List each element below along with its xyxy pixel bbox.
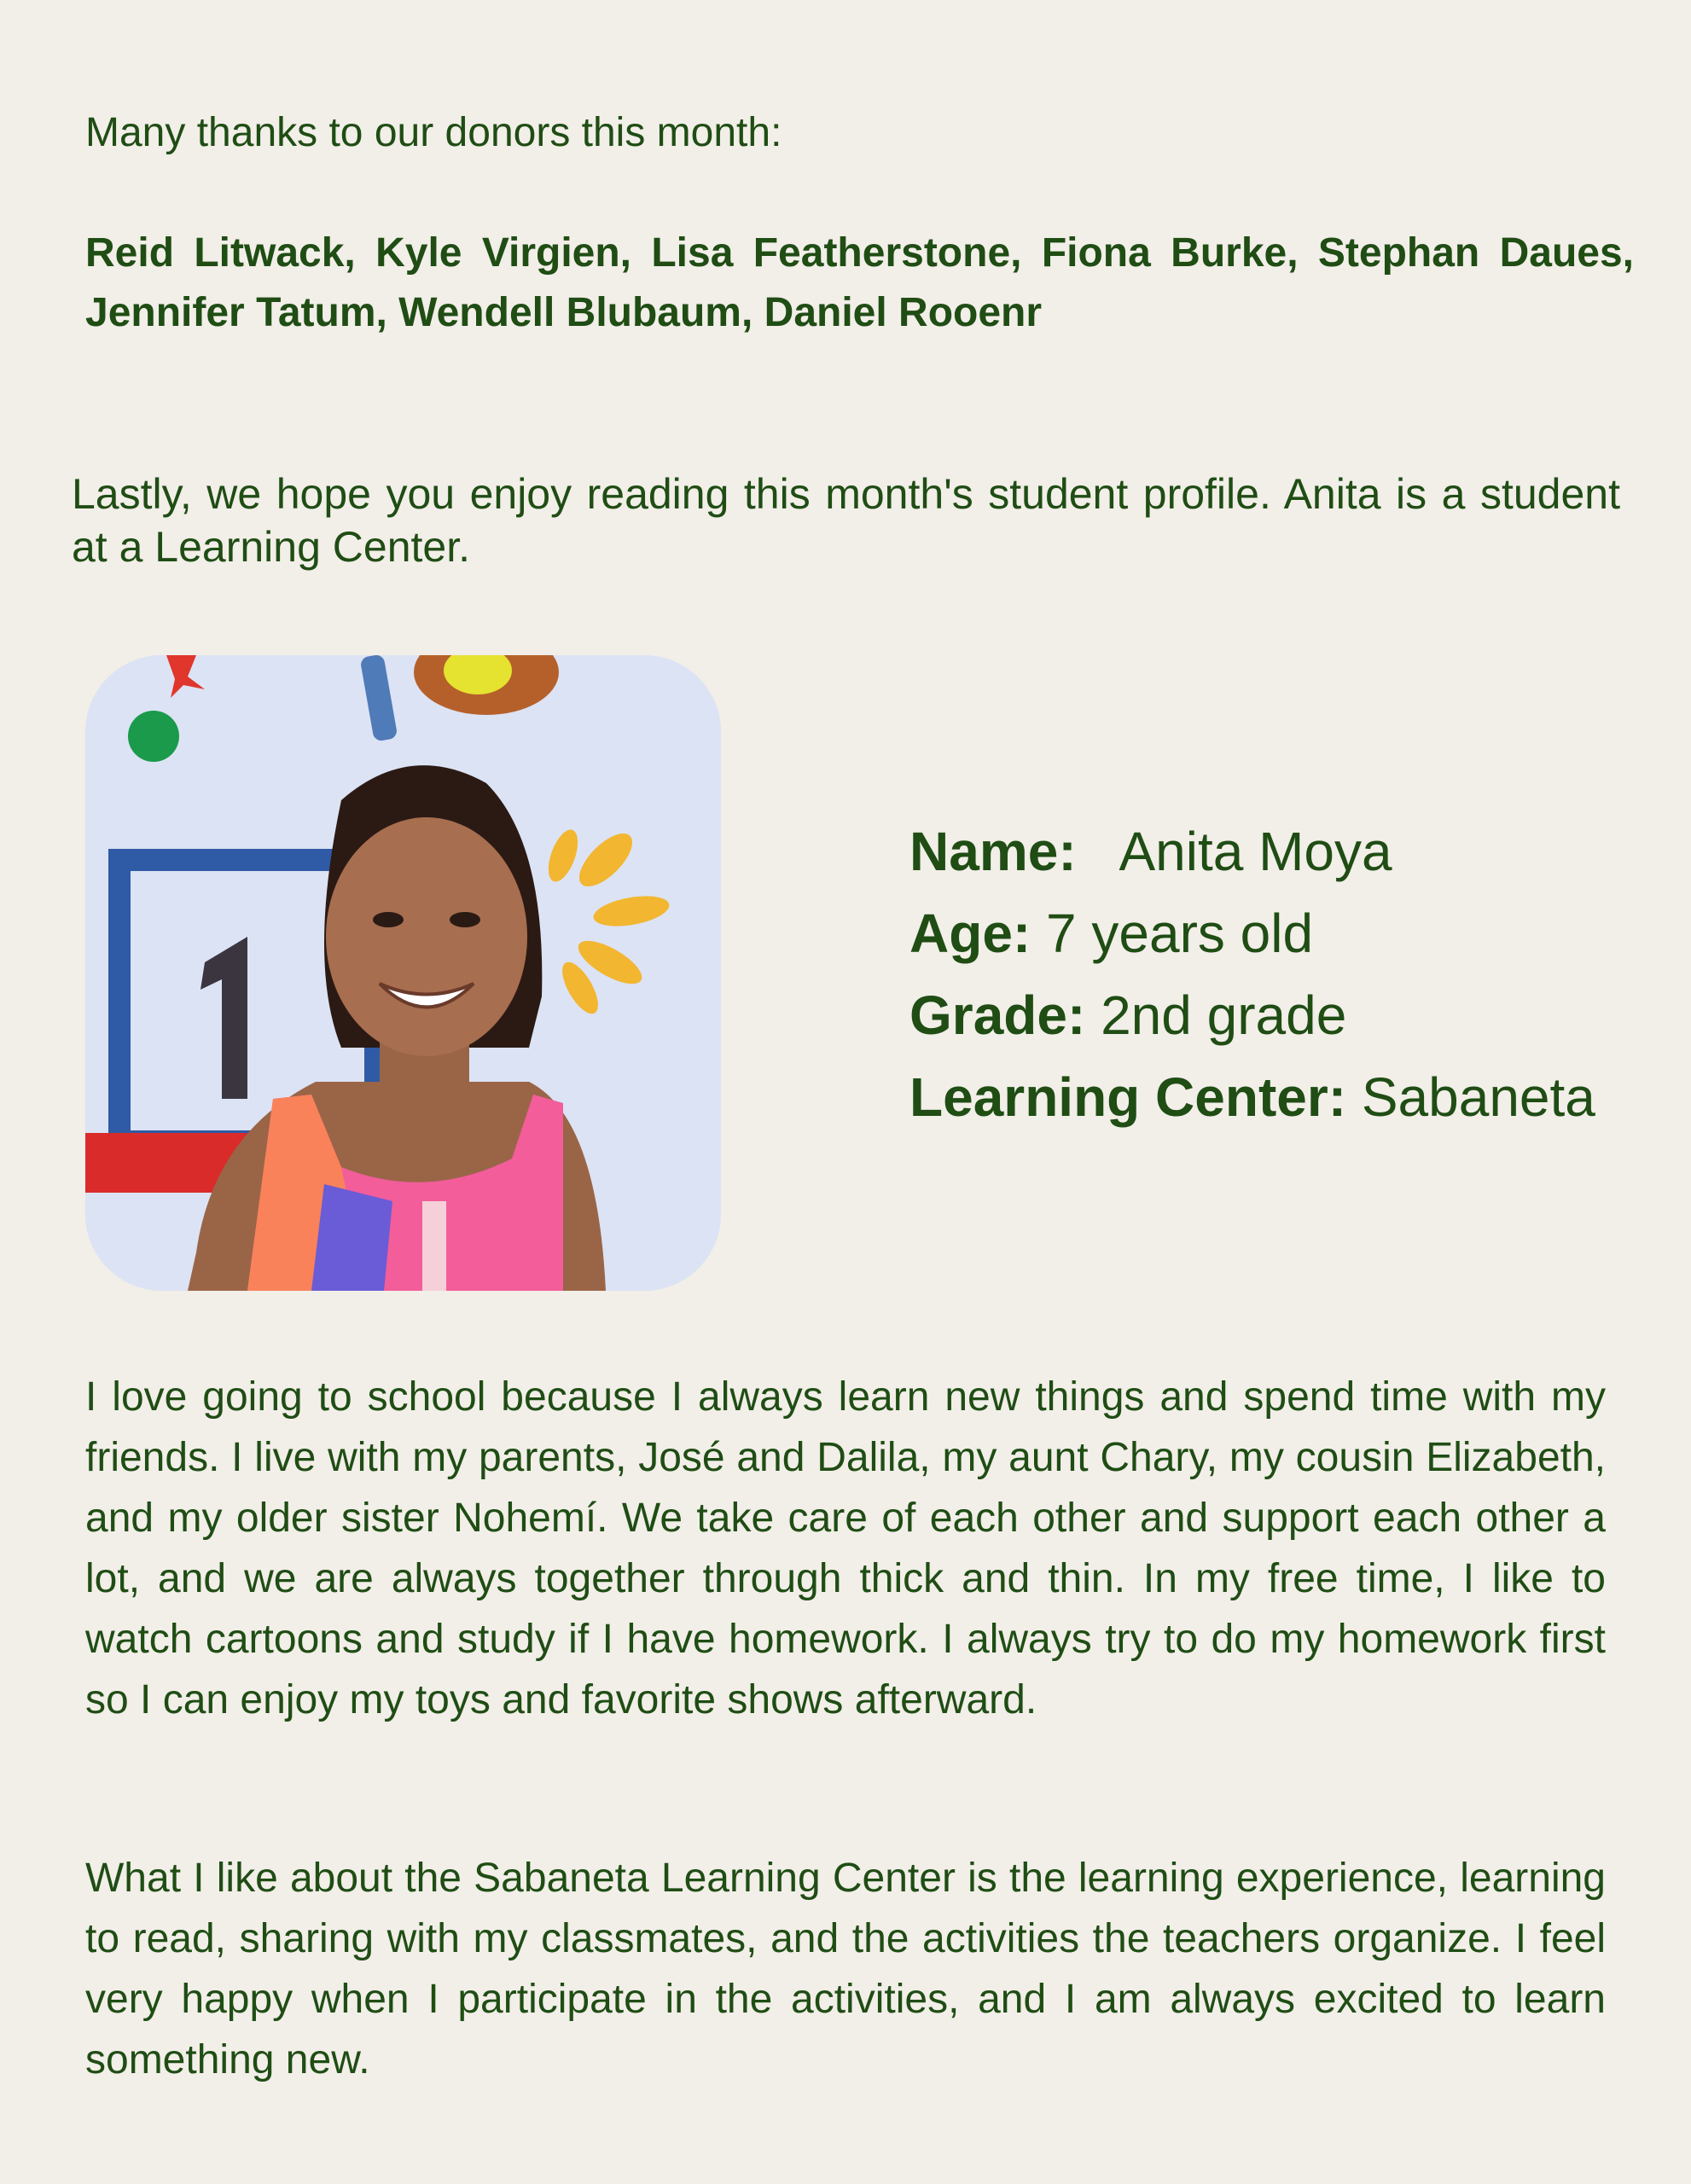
student-name: Anita Moya <box>1119 821 1392 882</box>
learning-center-value: Sabaneta <box>1361 1066 1595 1128</box>
grade-row <box>909 974 1660 1056</box>
name-value <box>1091 821 1392 882</box>
age-row <box>909 892 1660 974</box>
grade-value: 2nd grade <box>1101 985 1347 1046</box>
donors-intro: Many thanks to our donors this month: <box>85 110 782 155</box>
learning-center-row <box>909 1056 1660 1138</box>
age-label: Age: <box>909 903 1046 964</box>
story-paragraph-1: I love going to school because I always learn new things and spend time with my friends. I live with my parents, José and Dalila, my aunt Chary, my cousin Elizabeth, and my older sister Nohemí. We take care of each other and support each other a lot, and we are always together through thick and thin. In my free time, I like to watch cartoons and study if I have homework. I always try to do my homework first so I can enjoy my toys and favorite shows afterward. <box>85 1374 1606 1722</box>
name-label: Name: <box>909 821 1092 882</box>
story-paragraph-2: What I like about the Sabaneta Learning Center is the learning experience, learning to read, sharing with my classmates, and the activities the teachers organize. I feel very happy when I participate in the activities, and I am always excited to learn something new. <box>85 1856 1606 2082</box>
student-profile-intro: Lastly, we hope you enjoy reading this month's student profile. Anita is a student at a Learning Center. <box>72 470 1620 571</box>
name-row <box>909 810 1660 892</box>
donor-names: Reid Litwack, Kyle Virgien, Lisa Featherstone, Fiona Burke, Stephan Daues, Jennifer Tatum, Wendell Blubaum, Daniel Rooenr <box>85 230 1634 335</box>
student-photo-icon <box>85 655 721 1291</box>
student-details <box>909 810 1660 1138</box>
age-value: 7 years old <box>1046 903 1314 964</box>
grade-label: Grade: <box>909 985 1101 1046</box>
learning-center-label: Learning Center: <box>909 1066 1362 1128</box>
student-photo <box>85 655 721 1291</box>
